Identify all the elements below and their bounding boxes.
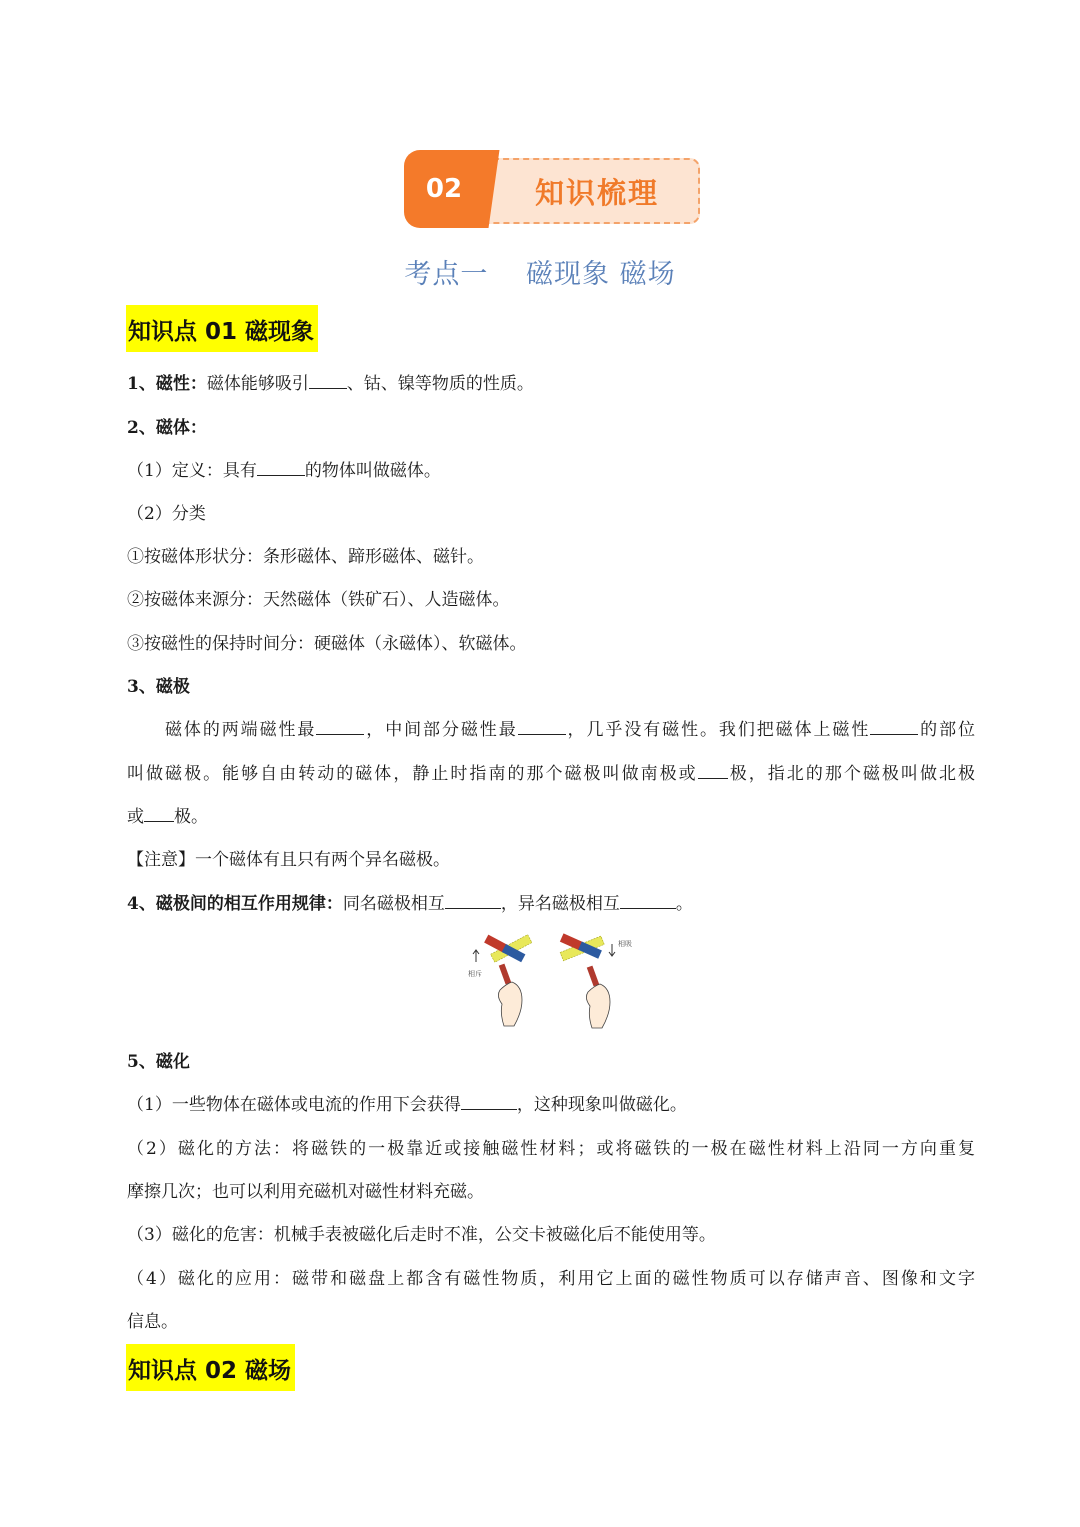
- item-2-classification-shape: ①按磁体形状分：条形磁体、蹄形磁体、磁针。: [127, 547, 484, 567]
- fill-blank: [620, 892, 676, 909]
- fill-blank: [870, 718, 918, 735]
- arrow-down-icon: [609, 944, 615, 956]
- item-5-4-line-2: 信息。: [127, 1312, 178, 1332]
- exam-point-title: 考点一 磁现象 磁场: [404, 259, 676, 290]
- hand-held-magnet: [499, 964, 511, 985]
- item-5-4-line-1: （4）磁化的应用：磁带和磁盘上都含有磁性物质，利用它上面的磁性物质可以存储声音、图像和文字: [127, 1269, 975, 1289]
- item-3-paragraph-line-3: 或 极。: [127, 807, 208, 827]
- item-2-magnet: [127, 416, 207, 440]
- fill-blank: [316, 718, 364, 735]
- repel-diagram: [468, 935, 532, 1026]
- item-5-1: （1）一些物体在磁体或电流的作用下会获得 ，这种现象叫做磁化。: [127, 1095, 687, 1115]
- item-label: 4、磁极间的相互作用规律：: [127, 894, 343, 914]
- item-2-1-definition: （1）定义：具有 的物体叫做磁体。: [127, 461, 441, 481]
- item-4-interaction-rule: 4、磁极间的相互作用规律：同名磁极相互 ，异名磁极相互 。: [127, 894, 693, 914]
- hand-icon: [498, 982, 522, 1026]
- item-5-2-line-1: （2）磁化的方法：将磁铁的一极靠近或接触磁性材料；或将磁铁的一极在磁性材料上沿同一方向重复: [127, 1139, 975, 1159]
- item-3-paragraph-line-1: 磁体的两端磁性最 ，中间部分磁性最 ，几乎没有磁性。我们把磁体上磁性 的部位: [165, 720, 976, 740]
- fill-blank: [309, 372, 347, 389]
- fill-blank: [445, 892, 501, 909]
- fill-blank: [144, 805, 174, 822]
- item-label: 2、磁体：: [127, 418, 207, 438]
- knowledge-point-02-heading: 知识点 02 磁场: [126, 1344, 295, 1391]
- item-2-classification-duration: ③按磁性的保持时间分：硬磁体（永磁体）、软磁体。: [127, 634, 527, 654]
- item-label: 1、磁性：: [127, 374, 207, 394]
- fill-blank: [461, 1093, 517, 1110]
- attract-label: 相吸: [618, 940, 632, 948]
- hand-held-magnet: [587, 966, 599, 987]
- hand-icon: [586, 984, 610, 1028]
- item-1-magnetism: 1、磁性：磁体能够吸引 、钴、镍等物质的性质。: [127, 374, 534, 394]
- item-label: 5、磁化: [127, 1052, 190, 1072]
- section-banner: [404, 150, 702, 228]
- knowledge-point-01-heading: 知识点 01 磁现象: [126, 305, 318, 352]
- attract-diagram: [560, 933, 632, 1028]
- fill-blank: [698, 762, 728, 779]
- item-5-magnetization: [127, 1050, 190, 1074]
- item-3-poles: [127, 675, 190, 699]
- banner-number: 02: [404, 150, 484, 228]
- arrow-up-icon: [473, 950, 479, 962]
- repel-label: 相斥: [468, 970, 482, 978]
- fill-blank: [518, 718, 566, 735]
- item-5-3: （3）磁化的危害：机械手表被磁化后走时不准，公交卡被磁化后不能使用等。: [127, 1225, 716, 1245]
- item-3-paragraph-line-2: 叫做磁极。能够自由转动的磁体，静止时指南的那个磁极叫做南极或 极，指北的那个磁极叫做北极: [127, 764, 976, 784]
- item-2-2-classification: （2）分类: [127, 504, 206, 524]
- note: 【注意】一个磁体有且只有两个异名磁极。: [127, 850, 450, 870]
- banner-title: 知识梳理: [482, 158, 700, 224]
- magnet-pole-illustration: [460, 930, 640, 1035]
- item-label: 3、磁极: [127, 677, 190, 697]
- fill-blank: [257, 459, 305, 476]
- item-2-classification-source: ②按磁体来源分：天然磁体（铁矿石）、人造磁体。: [127, 590, 510, 610]
- item-5-2-line-2: 摩擦几次；也可以利用充磁机对磁性材料充磁。: [127, 1182, 484, 1202]
